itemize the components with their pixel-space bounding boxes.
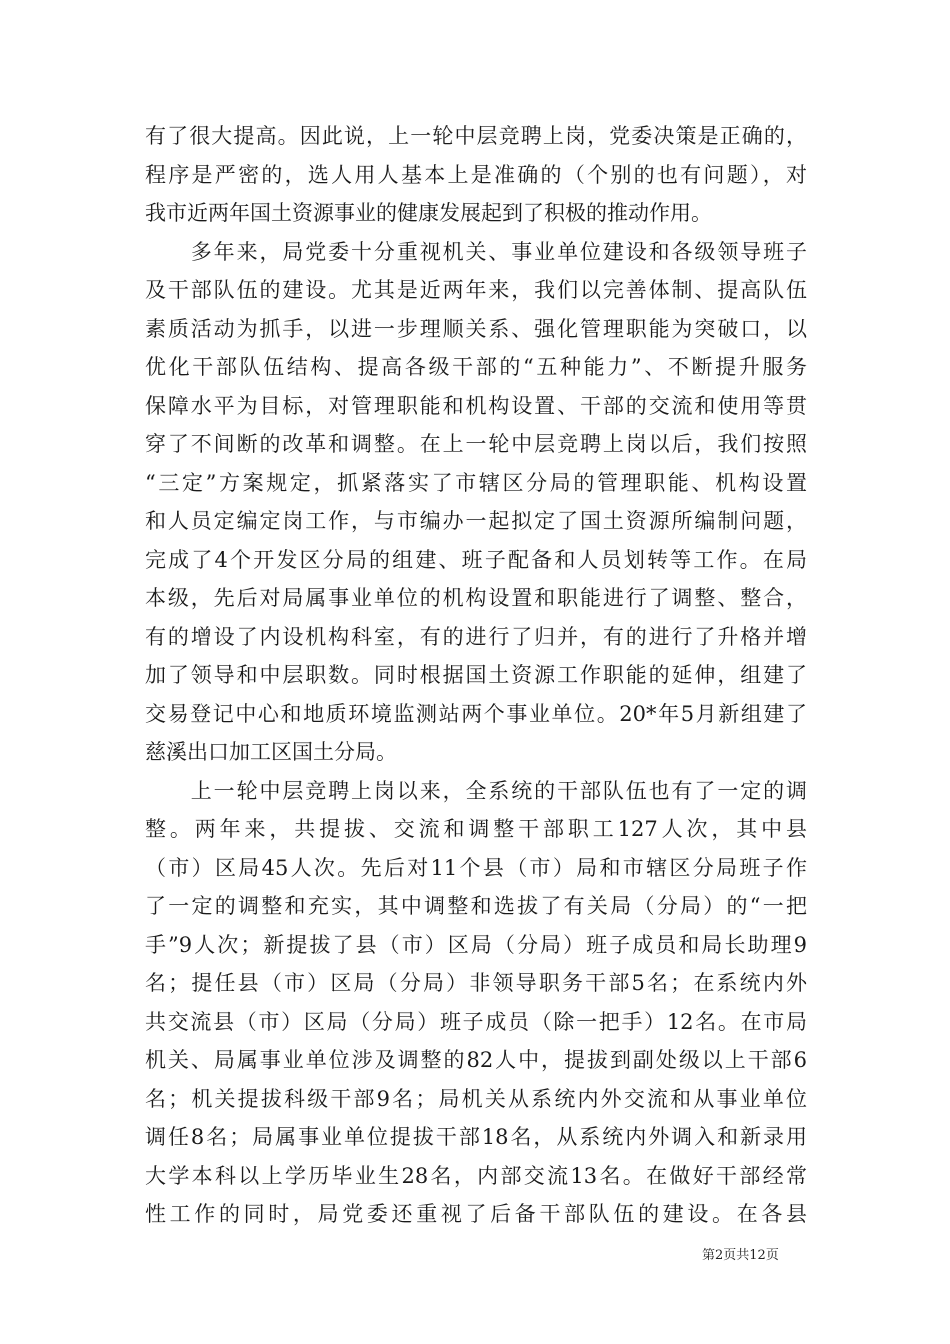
text-line: 加了领导和中层职数。同时根据国土资源工作职能的延伸，组建了 — [145, 663, 807, 687]
text-line: 穿了不间断的改革和调整。在上一轮中层竞聘上岗以后，我们按照 — [145, 432, 807, 456]
text-line: 完成了4个开发区分局的组建、班子配备和人员划转等工作。在局 — [145, 547, 807, 572]
text-line: 及干部队伍的建设。尤其是近两年来，我们以完善体制、提高队伍 — [145, 278, 807, 302]
text-line: 整。两年来，共提拔、交流和调整干部职工127人次，其中县 — [145, 817, 807, 841]
text-line: 素质活动为抓手，以进一步理顺关系、强化管理职能为突破口，以 — [145, 316, 807, 341]
text-line: 我市近两年国土资源事业的健康发展起到了积极的推动作用。 — [145, 201, 712, 225]
page-number-footer — [702, 1244, 779, 1263]
text-line: 性工作的同时，局党委还重视了后备干部队伍的建设。在各县 — [145, 1202, 807, 1226]
text-line: 优化干部队伍结构、提高各级干部的“五种能力”、不断提升服务 — [145, 355, 807, 379]
text-line: 本级，先后对局属事业单位的机构设置和职能进行了调整、整合， — [145, 586, 807, 610]
text-line: 程序是严密的，选人用人基本上是准确的（个别的也有问题），对 — [145, 162, 807, 187]
text-line: 交易登记中心和地质环境监测站两个事业单位。20*年5月新组建了 — [145, 701, 807, 726]
text-line: 手”9人次；新提拔了县（市）区局（分局）班子成员和局长助理9 — [145, 932, 807, 957]
document-body — [145, 117, 807, 1234]
text-line: 名；机关提拔科级干部9名；局机关从系统内外交流和从事业单位 — [145, 1086, 807, 1111]
text-line: “三定”方案规定，抓紧落实了市辖区分局的管理职能、机构设置 — [145, 470, 807, 495]
page-number-label: 第2页共12页 — [702, 1248, 779, 1263]
text-line: 和人员定编定岗工作，与市编办一起拟定了国土资源所编制问题， — [145, 509, 807, 533]
text-line: （市）区局45人次。先后对11个县（市）局和市辖区分局班子作 — [145, 855, 807, 880]
text-line: 调任8名；局属事业单位提拔干部18名，从系统内外调入和新录用 — [145, 1125, 807, 1149]
text-line: 慈溪出口加工区国土分局。 — [145, 740, 397, 764]
text-line: 名；提任县（市）区局（分局）非领导职务干部5名；在系统内外 — [145, 971, 807, 995]
text-line: 多年来，局党委十分重视机关、事业单位建设和各级领导班子 — [145, 239, 807, 264]
text-line: 有的增设了内设机构科室，有的进行了归并，有的进行了升格并增 — [145, 624, 807, 649]
text-line: 共交流县（市）区局（分局）班子成员（除一把手）12名。在市局 — [145, 1009, 807, 1034]
text-line: 上一轮中层竞聘上岗以来，全系统的干部队伍也有了一定的调 — [145, 778, 807, 803]
text-line: 机关、局属事业单位涉及调整的82人中，提拔到副处级以上干部6 — [145, 1048, 807, 1072]
text-line: 保障水平为目标，对管理职能和机构设置、干部的交流和使用等贯 — [145, 393, 807, 418]
text-line: 大学本科以上学历毕业生28名，内部交流13名。在做好干部经常 — [145, 1163, 807, 1188]
text-line: 有了很大提高。因此说，上一轮中层竞聘上岗，党委决策是正确的， — [145, 124, 807, 148]
text-line: 了一定的调整和充实，其中调整和选拔了有关局（分局）的“一把 — [145, 894, 807, 918]
